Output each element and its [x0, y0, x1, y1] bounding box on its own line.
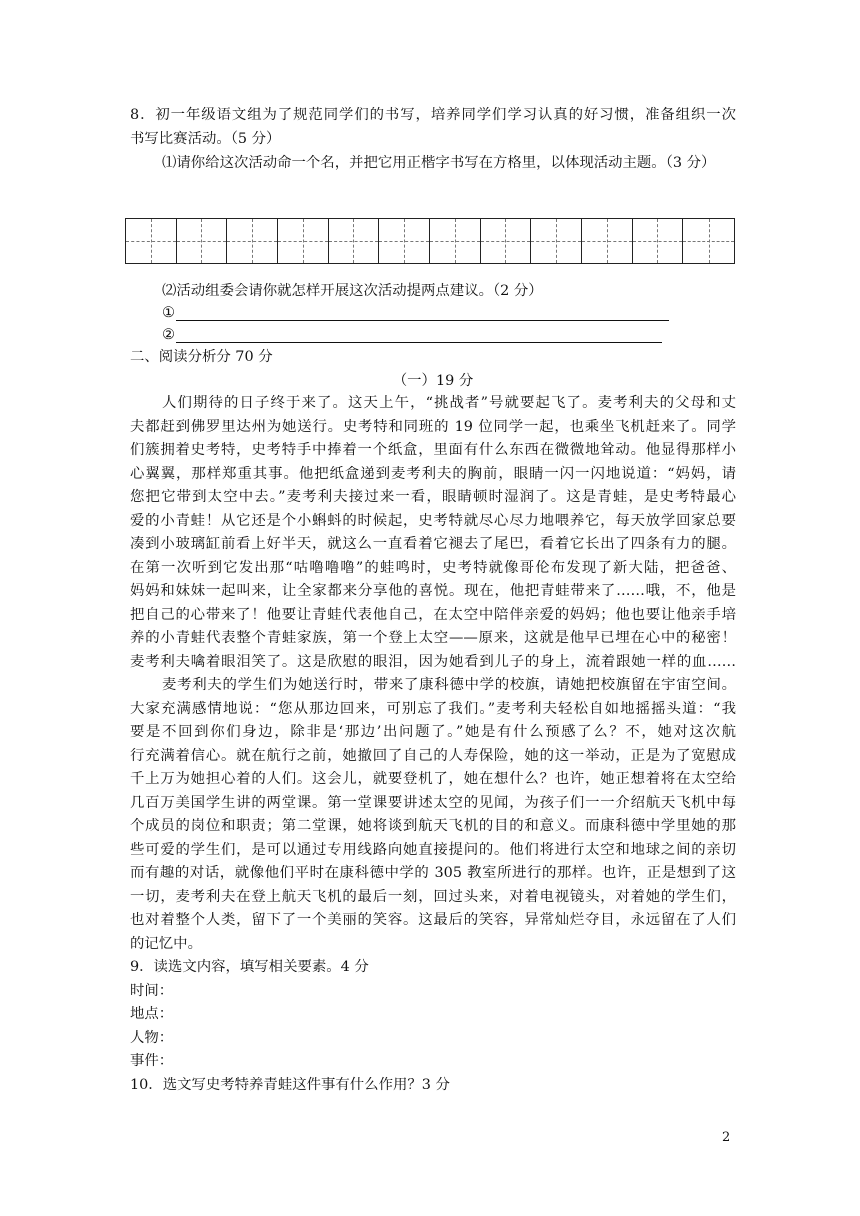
grid-cell[interactable]	[582, 219, 633, 263]
answer-blank-1-label: ①	[162, 305, 175, 321]
q10-title: 10．选文写史考特养青蛙这件事有什么作用？3 分	[130, 1077, 450, 1093]
grid-cell[interactable]	[126, 219, 177, 263]
answer-blank-2-line[interactable]	[176, 342, 662, 343]
passage-line: 们簇拥着史考特，史考特手中捧着一个纸盒，里面有什么东西在微微地耸动。他显得那样小	[130, 442, 736, 458]
passage-line: 些可爱的学生们，是可以通过专用线路向她直接提问的。他们将进行太空和地球之间的亲切	[130, 842, 736, 858]
q8-line-1: 8．初一年级语文组为了规范同学们的书写，培养同学们学习认真的好习惯，准备组织一次	[130, 107, 736, 123]
passage-line: 夫都赶到佛罗里达州为她送行。史考特和同班的 19 位同学一起，也乘坐飞机赶来了。同学	[130, 419, 736, 435]
passage-line: 麦考利夫噙着眼泪笑了。这是欣慰的眼泪，因为她看到儿子的身上，流着跟她一样的血……	[130, 654, 736, 670]
writing-grid[interactable]	[125, 218, 735, 264]
grid-cell[interactable]	[430, 219, 481, 263]
answer-blank-1-line[interactable]	[176, 320, 669, 321]
passage-line: 把自己的心带来了！他要让青蛙代表他自己，在太空中陪伴亲爱的妈妈；他也要让他亲手培	[130, 607, 736, 623]
page-number: 2	[722, 1130, 731, 1145]
grid-cell[interactable]	[227, 219, 278, 263]
q9-place-label: 地点：	[130, 1006, 174, 1022]
passage-line: 人们期待的日子终于来了。这天上午，“挑战者”号就要起飞了。麦考利夫的父母和丈	[162, 395, 736, 411]
grid-cell[interactable]	[633, 219, 684, 263]
passage-line: 也对着整个人类，留下了一个美丽的笑容。这最后的笑容，异常灿烂夺目，永远留在了人们	[130, 912, 736, 928]
passage-line: 凑到小玻璃缸前看上好半天，就这么一直看着它褪去了尾巴，看着它长出了四条有力的腿。	[130, 536, 736, 552]
passage-line: 要是不回到你们身边，除非是‘那边’出问题了。”她是有什么预感了么？不，她对这次航	[130, 724, 736, 740]
passage-line: 妈妈和妹妹一起叫来，让全家都来分享他的喜悦。现在，他把青蛙带来了……哦，不，他是	[130, 583, 736, 599]
q8-subquestion-2: ⑵活动组委会请你就怎样开展这次活动提两点建议。（2 分）	[162, 283, 543, 299]
passage-line: 心翼翼，那样郑重其事。他把纸盒递到麦考利夫的胸前，眼睛一闪一闪地说道：“妈妈，请	[130, 466, 736, 482]
section-2-title: 二、阅读分析分 70 分	[130, 349, 273, 365]
grid-cell[interactable]	[379, 219, 430, 263]
passage-line: 千上万为她担心着的人们。这会儿，就要登机了，她在想什么？也许，她正想着将在太空给	[130, 771, 736, 787]
passage-line: 麦考利夫的学生们为她送行时，带来了康科德中学的校旗，请她把校旗留在宇宙空间。	[162, 677, 736, 693]
passage-line: 大家充满感情地说：“您从那边回来，可别忘了我们。”麦考利夫轻松自如地摇摇头道：“我	[130, 701, 736, 717]
passage-line: 一切，麦考利夫在登上航天飞机的最后一刻，回过头来，对着电视镜头，对着她的学生们，	[130, 889, 736, 905]
passage-line: 养的小青蛙代表整个青蛙家族，第一个登上太空——原来，这就是他早已埋在心中的秘密！	[130, 630, 736, 646]
passage-line: 而有趣的对话，就像他们平时在康科德中学的 305 教室所进行的那样。也许，正是想到了这	[130, 865, 736, 881]
passage-line: 在第一次听到它发出那“咕噜噜噜”的蛙鸣时，史考特就像哥伦布发现了新大陆，把爸爸、	[130, 560, 736, 576]
part-1-title: （一）19 分	[392, 373, 474, 389]
q9-person-label: 人物：	[130, 1030, 174, 1046]
passage-line: 您把它带到太空中去。”麦考利夫接过来一看，眼睛顿时湿润了。这是青蛙，是史考特最心	[130, 489, 736, 505]
grid-cell[interactable]	[177, 219, 228, 263]
passage-line: 行充满着信心。就在航行之前，她撤回了自己的人寿保险，她的这一举动，正是为了宽慰成	[130, 748, 736, 764]
grid-cell[interactable]	[531, 219, 582, 263]
q8-line-2: 书写比赛活动。（5 分）	[130, 131, 281, 147]
q8-subquestion-1: ⑴请你给这次活动命一个名，并把它用正楷字书写在方格里，以体现活动主题。（3 分）	[162, 155, 716, 171]
passage-line: 几百万美国学生讲的两堂课。第一堂课要讲述太空的见闻，为孩子们一一介绍航天飞机中每	[130, 795, 736, 811]
q9-event-label: 事件：	[130, 1053, 174, 1069]
passage-line: 个成员的岗位和职责；第二堂课，她将谈到航天飞机的目的和意义。而康科德中学里她的那	[130, 818, 736, 834]
grid-cell[interactable]	[481, 219, 532, 263]
grid-cell[interactable]	[683, 219, 734, 263]
passage-line: 的记忆中。	[130, 936, 202, 952]
q9-title: 9．读选文内容，填写相关要素。4 分	[130, 959, 369, 975]
answer-blank-2-label: ②	[162, 327, 175, 343]
passage-line: 爱的小青蛙！从它还是个小蝌蚪的时候起，史考特就尽心尽力地喂养它，每天放学回家总要	[130, 513, 736, 529]
grid-cell[interactable]	[329, 219, 380, 263]
grid-cell[interactable]	[278, 219, 329, 263]
q9-time-label: 时间：	[130, 983, 174, 999]
